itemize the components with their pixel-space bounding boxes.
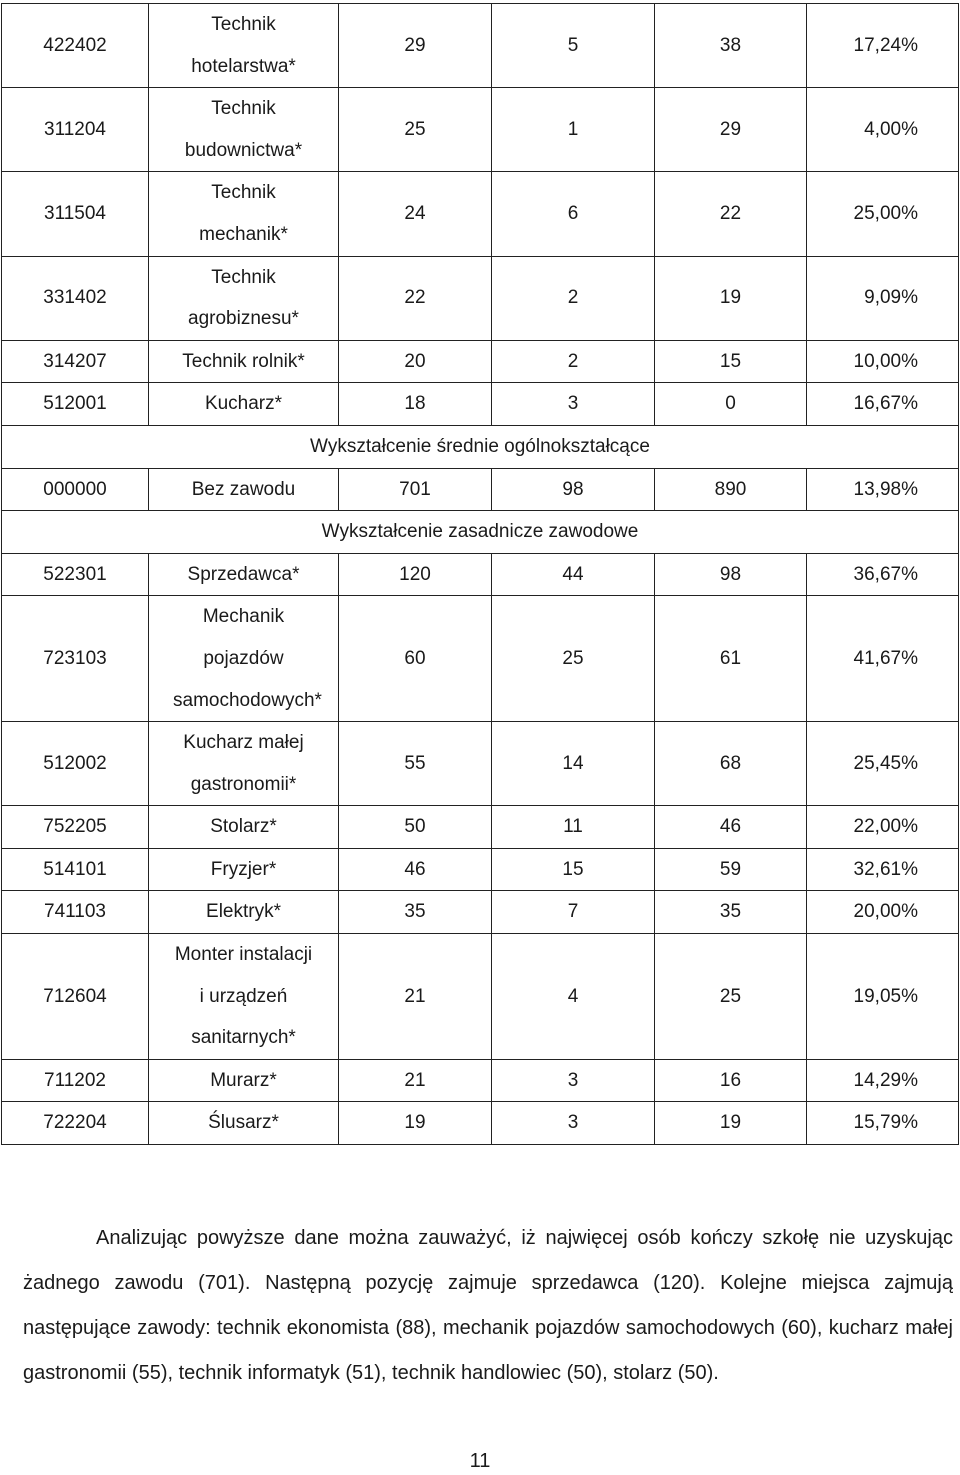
percent-cell: 15,79% xyxy=(807,1102,959,1145)
value-cell: 59 xyxy=(655,848,807,891)
table-row xyxy=(2,1102,959,1145)
value-cell: 15 xyxy=(655,340,807,383)
value-cell: 98 xyxy=(492,468,655,511)
value-cell: 44 xyxy=(492,553,655,596)
occupation-code-cell: 711202 xyxy=(2,1059,149,1102)
value-cell: 68 xyxy=(655,722,807,806)
table-row xyxy=(2,934,959,1060)
occupation-name-cell: Kucharz* xyxy=(149,383,339,426)
percent-cell: 25,00% xyxy=(807,172,959,256)
percent-cell: 32,61% xyxy=(807,848,959,891)
value-cell: 120 xyxy=(339,553,492,596)
occupation-name-cell: Technik mechanik* xyxy=(149,172,339,256)
percent-cell: 25,45% xyxy=(807,722,959,806)
percent-cell: 36,67% xyxy=(807,553,959,596)
percent-cell: 16,67% xyxy=(807,383,959,426)
percent-cell: 20,00% xyxy=(807,891,959,934)
percent-cell: 10,00% xyxy=(807,340,959,383)
occupation-code-cell: 311204 xyxy=(2,88,149,172)
value-cell: 11 xyxy=(492,806,655,849)
occupation-code-cell: 311504 xyxy=(2,172,149,256)
value-cell: 3 xyxy=(492,1059,655,1102)
value-cell: 46 xyxy=(339,848,492,891)
value-cell: 7 xyxy=(492,891,655,934)
occupation-code-cell: 522301 xyxy=(2,553,149,596)
value-cell: 2 xyxy=(492,340,655,383)
occupation-name-cell: Mechanik pojazdów samochodowych* xyxy=(149,596,339,722)
table-row xyxy=(2,806,959,849)
percent-cell: 9,09% xyxy=(807,256,959,340)
occupation-name-cell: Kucharz małej gastronomii* xyxy=(149,722,339,806)
percent-cell: 22,00% xyxy=(807,806,959,849)
occupation-code-cell: 000000 xyxy=(2,468,149,511)
value-cell: 55 xyxy=(339,722,492,806)
value-cell: 46 xyxy=(655,806,807,849)
value-cell: 0 xyxy=(655,383,807,426)
value-cell: 3 xyxy=(492,1102,655,1145)
value-cell: 701 xyxy=(339,468,492,511)
occupation-code-cell: 514101 xyxy=(2,848,149,891)
table-row xyxy=(2,891,959,934)
table-row xyxy=(2,340,959,383)
value-cell: 3 xyxy=(492,383,655,426)
value-cell: 4 xyxy=(492,934,655,1060)
value-cell: 35 xyxy=(339,891,492,934)
occupation-code-cell: 331402 xyxy=(2,256,149,340)
value-cell: 38 xyxy=(655,4,807,88)
table-row xyxy=(2,4,959,88)
table-row xyxy=(2,172,959,256)
occupation-name-cell: Monter instalacji i urządzeń sanitarnych* xyxy=(149,934,339,1060)
value-cell: 22 xyxy=(655,172,807,256)
value-cell: 14 xyxy=(492,722,655,806)
table-row xyxy=(2,383,959,426)
value-cell: 20 xyxy=(339,340,492,383)
value-cell: 25 xyxy=(655,934,807,1060)
occupation-code-cell: 741103 xyxy=(2,891,149,934)
value-cell: 29 xyxy=(655,88,807,172)
occupation-name-cell: Bez zawodu xyxy=(149,468,339,511)
occupation-code-cell: 712604 xyxy=(2,934,149,1060)
value-cell: 21 xyxy=(339,1059,492,1102)
section-header-row xyxy=(2,425,959,468)
occupation-code-cell: 752205 xyxy=(2,806,149,849)
occupation-code-cell: 512002 xyxy=(2,722,149,806)
percent-cell: 17,24% xyxy=(807,4,959,88)
value-cell: 19 xyxy=(339,1102,492,1145)
value-cell: 6 xyxy=(492,172,655,256)
table-row xyxy=(2,596,959,722)
occupation-code-cell: 723103 xyxy=(2,596,149,722)
table-row xyxy=(2,468,959,511)
occupation-name-cell: Murarz* xyxy=(149,1059,339,1102)
section-header-row xyxy=(2,511,959,554)
value-cell: 25 xyxy=(339,88,492,172)
value-cell: 15 xyxy=(492,848,655,891)
section-label: Wykształcenie średnie ogólnokształcące xyxy=(2,425,959,468)
table-row xyxy=(2,1059,959,1102)
value-cell: 60 xyxy=(339,596,492,722)
value-cell: 24 xyxy=(339,172,492,256)
table-row xyxy=(2,848,959,891)
occupation-name-cell: Fryzjer* xyxy=(149,848,339,891)
occupation-table xyxy=(1,3,959,1145)
table-row xyxy=(2,256,959,340)
value-cell: 29 xyxy=(339,4,492,88)
percent-cell: 4,00% xyxy=(807,88,959,172)
percent-cell: 41,67% xyxy=(807,596,959,722)
occupation-code-cell: 314207 xyxy=(2,340,149,383)
value-cell: 19 xyxy=(655,256,807,340)
value-cell: 98 xyxy=(655,553,807,596)
occupation-name-cell: Technik rolnik* xyxy=(149,340,339,383)
occupation-name-cell: Technik budownictwa* xyxy=(149,88,339,172)
table-body xyxy=(2,4,959,1145)
table-row xyxy=(2,722,959,806)
percent-cell: 13,98% xyxy=(807,468,959,511)
occupation-name-cell: Stolarz* xyxy=(149,806,339,849)
occupation-name-cell: Sprzedawca* xyxy=(149,553,339,596)
value-cell: 50 xyxy=(339,806,492,849)
analysis-paragraph: Analizując powyższe dane można zauważyć, iż najwięcej osób kończy szkołę nie uzyskując żadnego zawodu (701). Następną pozycję zajmuje sprzedawca (120). Kolejne miejsca zajmują następujące zawody: technik ekonomista (88), mechanik pojazdów samochodowych (60), kucharz małej gastronomii (55), technik informatyk (51), technik handlowiec (50), stolarz (50). xyxy=(23,1227,953,1384)
value-cell: 19 xyxy=(655,1102,807,1145)
occupation-name-cell: Technik hotelarstwa* xyxy=(149,4,339,88)
value-cell: 61 xyxy=(655,596,807,722)
value-cell: 18 xyxy=(339,383,492,426)
value-cell: 22 xyxy=(339,256,492,340)
value-cell: 890 xyxy=(655,468,807,511)
value-cell: 25 xyxy=(492,596,655,722)
section-label: Wykształcenie zasadnicze zawodowe xyxy=(2,511,959,554)
percent-cell: 14,29% xyxy=(807,1059,959,1102)
occupation-code-cell: 722204 xyxy=(2,1102,149,1145)
value-cell: 5 xyxy=(492,4,655,88)
page-number: 11 xyxy=(469,1450,491,1472)
occupation-name-cell: Ślusarz* xyxy=(149,1102,339,1145)
value-cell: 21 xyxy=(339,934,492,1060)
value-cell: 1 xyxy=(492,88,655,172)
value-cell: 35 xyxy=(655,891,807,934)
table-row xyxy=(2,88,959,172)
occupation-name-cell: Technik agrobiznesu* xyxy=(149,256,339,340)
occupation-name-cell: Elektryk* xyxy=(149,891,339,934)
percent-cell: 19,05% xyxy=(807,934,959,1060)
occupation-code-cell: 512001 xyxy=(2,383,149,426)
value-cell: 16 xyxy=(655,1059,807,1102)
value-cell: 2 xyxy=(492,256,655,340)
table-row xyxy=(2,553,959,596)
occupation-code-cell: 422402 xyxy=(2,4,149,88)
